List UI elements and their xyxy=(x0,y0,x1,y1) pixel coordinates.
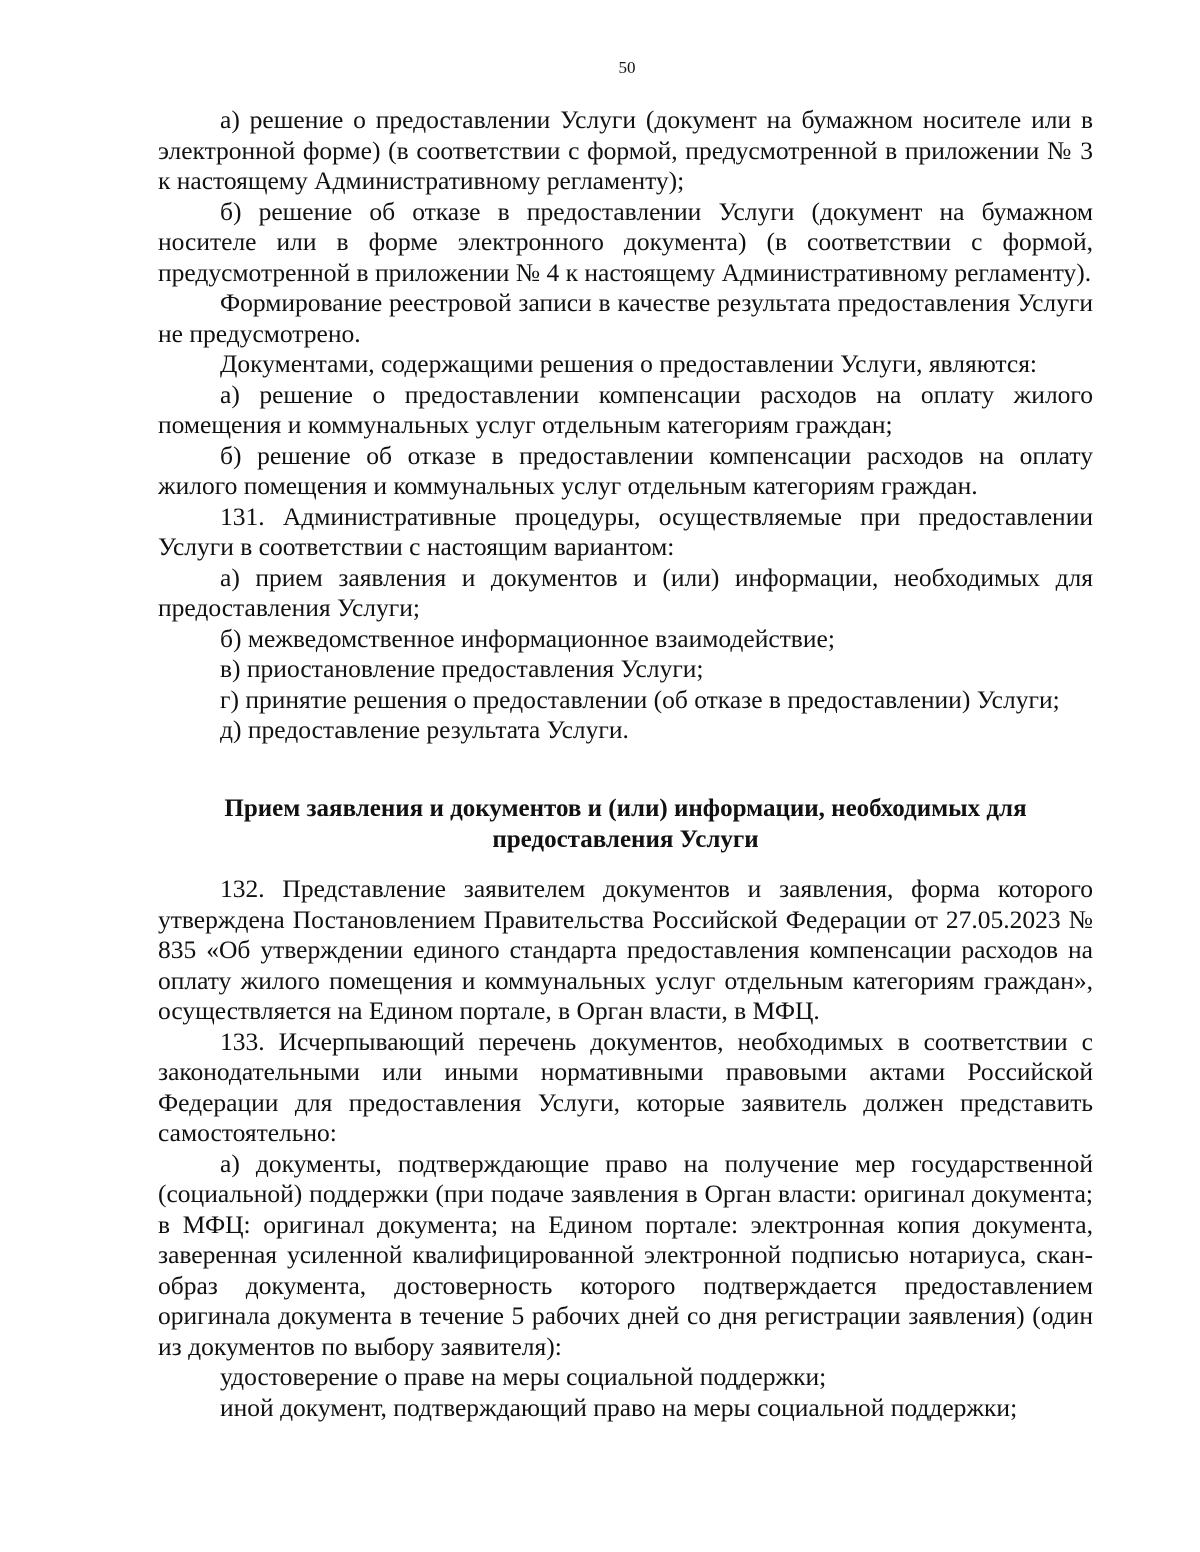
paragraph: в) приостановление предоставления Услуги; xyxy=(220,654,704,683)
paragraph: а) документы, подтверждающие право на получение мер государственной (социальной) поддержки (при подаче заявления в Орган власти: оригинал документа; в МФЦ: оригинал документа; на Едином портале: электронная копия документа, заверенная усиленной квалифицированной электронной подписью нотариуса, скан-образ документа, достоверность которого подтверждается предоставлением оригинала документа в течение 5 рабочих дней со дня регистрации заявления) (один из документов по выбору заявителя): xyxy=(158,1148,1093,1361)
paragraph: д) предоставление результата Услуги. xyxy=(220,715,629,744)
page-number: 50 xyxy=(618,58,636,77)
section-results xyxy=(158,105,1093,746)
heading-line: предоставления Услуги xyxy=(492,825,759,853)
section-heading xyxy=(158,794,1093,855)
paragraph: удостоверение о праве на меры социальной поддержки; xyxy=(220,1362,827,1391)
paragraph: 133. Исчерпывающий перечень документов, необходимых в соответствии с законодательными или иными нормативными правовыми актами Российской Федерации для предоставления Услуги, которые заявитель должен представить самостоятельно: xyxy=(158,1026,1093,1147)
paragraph: б) межведомственное информационное взаимодействие; xyxy=(220,623,835,653)
paragraph: 131. Административные процедуры, осуществляемые при предоставлении Услуги в соответствии с настоящим вариантом: xyxy=(158,501,1093,561)
section-application xyxy=(158,874,1093,1423)
paragraph: б) решение об отказе в предоставлении компенсации расходов на оплату жилого помещения и коммунальных услуг отдельным категориям граждан. xyxy=(158,440,1093,500)
paragraph: Документами, содержащими решения о предоставлении Услуги, являются: xyxy=(220,349,1038,378)
paragraph: 132. Представление заявителем документов и заявления, форма которого утверждена Постановлением Правительства Российской Федерации от 27.05.2023 № 835 «Об утверждении единого стандарта предоставления компенсации расходов на оплату жилого помещения и коммунальных услуг отдельным категориям граждан», осуществляется на Едином портале, в Орган власти, в МФЦ. xyxy=(158,874,1093,1025)
paragraph: б) решение об отказе в предоставлении Услуги (документ на бумажном носителе или в форме электронного документа) (в соответствии с формой, предусмотренной в приложении № 4 к настоящему Административному регламенту). xyxy=(158,196,1093,287)
heading-line: Прием заявления и документов и (или) информации, необходимых для xyxy=(224,795,1027,822)
paragraph: Формирование реестровой записи в качестве результата предоставления Услуги не предусмотрено. xyxy=(158,288,1093,348)
paragraph: а) решение о предоставлении Услуги (документ на бумажном носителе или в электронной форме) (в соответствии с формой, предусмотренной в приложении № 3 к настоящему Административному регламенту); xyxy=(158,105,1093,195)
paragraph: а) решение о предоставлении компенсации расходов на оплату жилого помещения и коммунальных услуг отдельным категориям граждан; xyxy=(158,379,1093,439)
paragraph: г) принятие решения о предоставлении (об отказе в предоставлении) Услуги; xyxy=(220,684,1060,714)
paragraph: иной документ, подтверждающий право на меры социальной поддержки; xyxy=(220,1392,1018,1422)
paragraph: а) прием заявления и документов и (или) информации, необходимых для предоставления Услуги; xyxy=(158,562,1093,622)
